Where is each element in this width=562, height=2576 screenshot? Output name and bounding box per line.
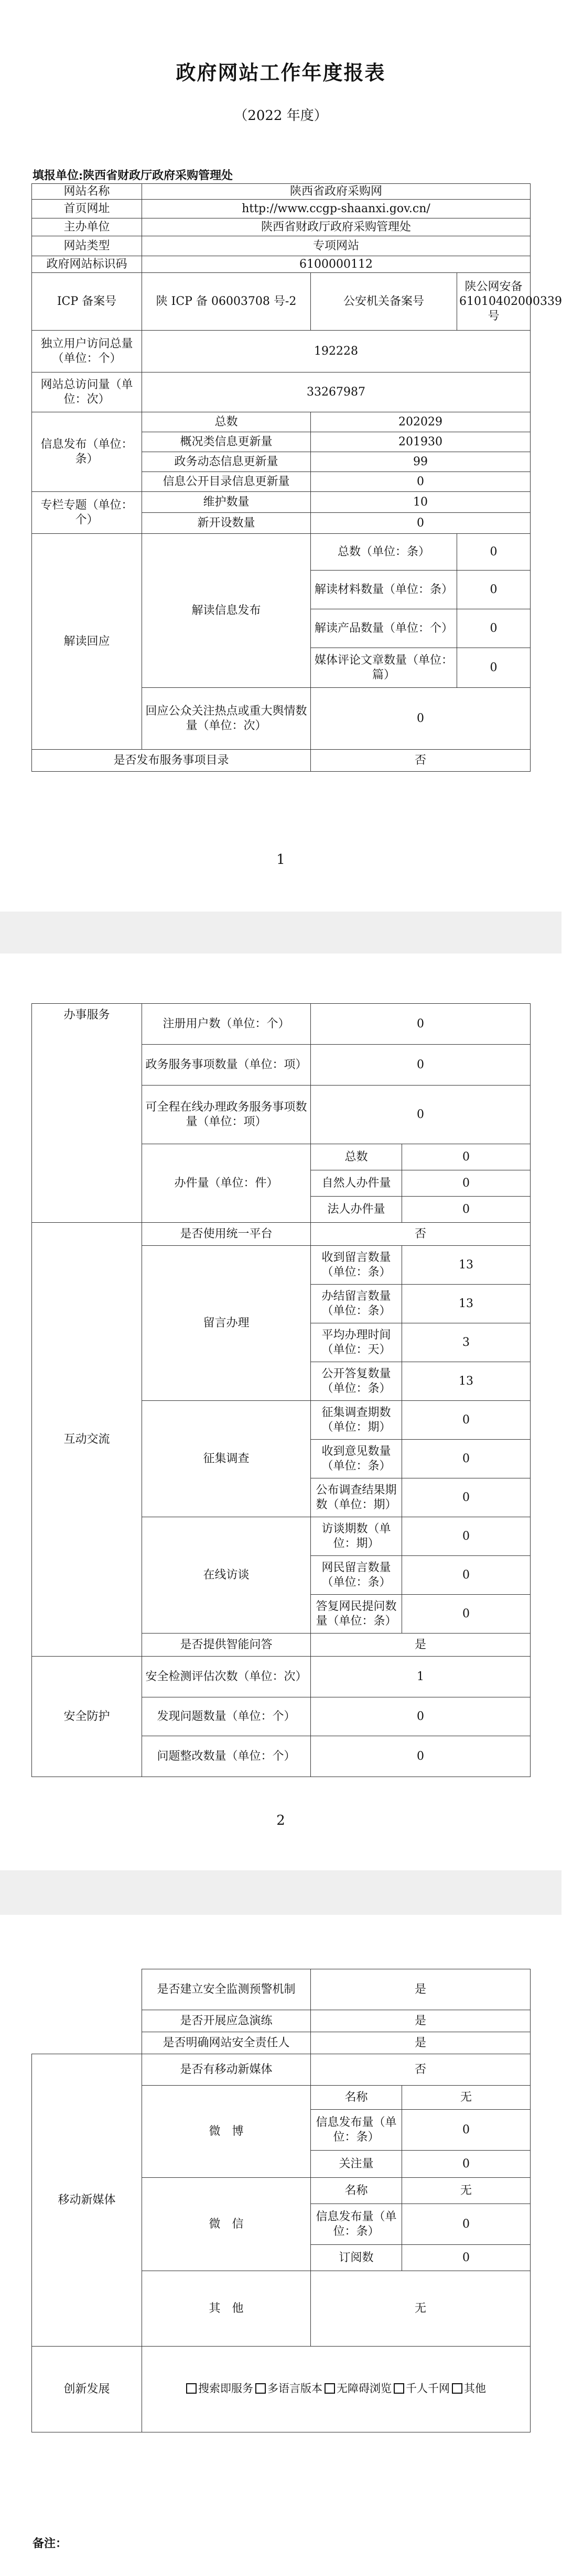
- innov-option-other[interactable]: 其他: [452, 2381, 486, 2396]
- homepage-url: http://www.ccgp-shaanxi.gov.cn/: [142, 200, 531, 218]
- page-title: 政府网站工作年度报表: [176, 61, 386, 84]
- checkbox-icon[interactable]: [394, 2383, 404, 2394]
- blank-cell: [32, 1969, 142, 2054]
- innov-option-multilang[interactable]: 多语言版本: [255, 2381, 322, 2396]
- page-number: 1: [276, 852, 285, 868]
- checkbox-icon[interactable]: [325, 2383, 335, 2394]
- table-mobile-innovation: 是否建立安全监测预警机制 是 是否开展应急演练 是 是否明确网站安全责任人 是 移动新媒体 是否有移动新媒体 否 微 博 名称 无 信息发布量（单位：条） 0 关注量 0 微 信 名称 无 信息发布量（单位：条） 0 订阅数 0 其 他 无 创新发展 搜索即服务 多语言版本 无障碍浏览 千人千网 其他: [31, 1969, 531, 2432]
- checkbox-icon[interactable]: [186, 2383, 197, 2394]
- checkbox-icon[interactable]: [452, 2383, 462, 2394]
- fill-unit: 填报单位:陕西省财政厅政府采购管理处: [33, 169, 233, 182]
- page-number: 2: [276, 1813, 285, 1828]
- innov-option-accessible[interactable]: 无障碍浏览: [325, 2381, 392, 2396]
- innov-option-search[interactable]: 搜索即服务: [186, 2381, 253, 2396]
- checkbox-icon[interactable]: [255, 2383, 266, 2394]
- innov-option-personalized[interactable]: 千人千网: [394, 2381, 450, 2396]
- table-basic-info: 网站名称 陕西省政府采购网 首页网址 http://www.ccgp-shaanxi.gov.cn/ 主办单位 陕西省财政厅政府采购管理处 网站类型 专项网站 政府网站标识码 6100000112 ICP 备案号 陕 ICP 备 06003708 号-2 公安机关备案号 陕公网安备 61010402000339 号 独立用户访问总量（单位：个） 192228 网站总访问量（单位：次） 33267987 信息发布（单位：条） 总数 202029 概况类信息更新量 201930 政务动态信息更新量 99 信息公开目录信息更新量 0 专栏专题（单位：个） 维护数量 10 新开设数量 0 解读回应 解读信息发布 总数（单位：条） 0 解读材料数量（单位：条） 0 解读产品数量（单位：个） 0 媒体评论文章数量（单位：篇） 0 回应公众关注热点或重大舆情数量（单位：次） 0 是否发布服务事项目录 否: [31, 183, 531, 772]
- table-service-interaction: 办事服务 注册用户数（单位：个） 0 政务服务事项数量（单位：项） 0 可全程在线办理政务服务事项数量（单位：项） 0 办件量（单位：件） 总数 0 自然人办件量 0 法人办件量 0 互动交流 是否使用统一平台 否 留言办理 收到留言数量（单位：条） 13 办结留言数量（单位：条） 13 平均办理时间（单位：天） 3 公开答复数量（单位：条） 13 征集调查 征集调查期数（单位：期） 0 收到意见数量（单位：条） 0 公布调查结果期数（单位：期） 0 在线访谈 访谈期数（单位：期） 0 网民留言数量（单位：条） 0 答复网民提问数量（单位：条） 0 是否提供智能问答 是 安全防护 安全检测评估次数（单位：次） 1 发现问题数量（单位：个） 0 问题整改数量（单位：个） 0: [31, 1003, 531, 1777]
- remarks: 备注：: [33, 2537, 68, 2550]
- report-year: （2022 年度）: [234, 108, 328, 124]
- innovation-options: [142, 2347, 531, 2432]
- page-gap: [0, 1870, 561, 1915]
- page-gap: [0, 912, 561, 953]
